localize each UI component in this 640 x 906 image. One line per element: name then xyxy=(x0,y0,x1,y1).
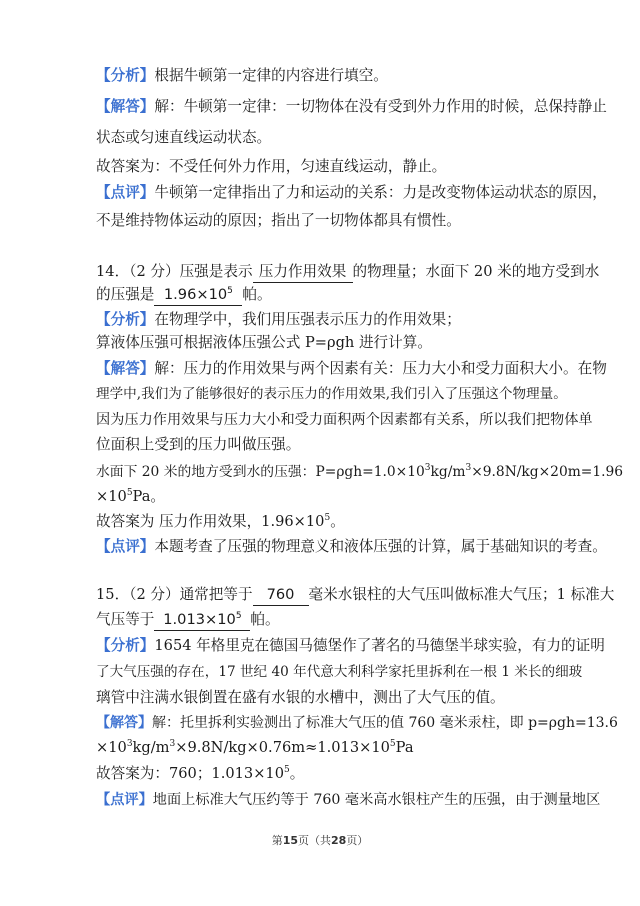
q15-blank-1: 760 xyxy=(253,585,309,606)
q14-comment: 【点评】本题考查了压强的物理意义和液体压强的计算，属于基础知识的考查。 xyxy=(96,538,607,555)
comment-tag: 【点评】 xyxy=(96,538,155,555)
q14-final-answer: 故答案为 压力作用效果，$1.96\times 10^5$。 xyxy=(96,513,345,530)
q13-comment-line-1: 【点评】牛顿第一定律指出了力和运动的关系：力是改变物体运动状态的原因， xyxy=(96,184,607,201)
q14-stem-line-1: 14．（2 分）压强是表示 压力作用效果 的物理量；水面下 20 米的地方受到水 xyxy=(96,262,556,283)
q14-answer-line-1: 【解答】解：压力的作用效果与两个因素有关：压力大小和受力面积大小。在物 xyxy=(96,360,607,377)
q15-stem-line-2: 气压等于 $1.013\times 10^5$ 帕。 xyxy=(96,610,556,631)
answer-tag: 【解答】 xyxy=(96,360,155,377)
q14-blank-2: $1.96\times 10^5$ xyxy=(154,285,242,306)
q13-final-answer: 故答案为：不受任何外力作用，匀速直线运动，静止。 xyxy=(96,158,447,175)
q14-stem-line-2: 的压强是 $1.96\times 10^5$ 帕。 xyxy=(96,285,556,306)
answer-tag: 【解答】 xyxy=(96,98,155,115)
q15-calc-line: $\times 10^3kg/m^3\times 9.8N/kg\times 0.76m\approx 1.013\times 10^5Pa$ xyxy=(96,739,414,756)
page-footer: 第15页（共28页） xyxy=(271,834,369,847)
q15-analysis-line-2: 了大气压强的存在，17 世纪 40 年代意大利科学家托里拆利在一根 1 米长的细玻 xyxy=(96,664,583,680)
total-pages: 28 xyxy=(331,834,347,847)
analysis-tag: 【分析】 xyxy=(96,311,155,328)
q14-analysis-line-1: 【分析】在物理学中，我们用压强表示压力的作用效果； xyxy=(96,311,461,328)
q14-blank-1: 压力作用效果 xyxy=(253,262,353,283)
q15-comment: 【点评】地面上标准大气压约等于 760 毫米高水银柱产生的压强，由于测量地区 xyxy=(96,792,601,808)
q15-stem-line-1: 15．（2 分）通常把等于 760 毫米水银柱的大气压叫做标准大气压；1 标准大 xyxy=(96,585,556,606)
q14-analysis-line-2: 算液体压强可根据液体压强公式 P=ρgh 进行计算。 xyxy=(96,334,432,351)
analysis-tag: 【分析】 xyxy=(96,67,155,84)
q13-answer-line-1: 【解答】解：牛顿第一定律：一切物体在没有受到外力作用的时候，总保持静止 xyxy=(96,98,607,115)
q14-answer-line-3: 因为压力作用效果与压力大小和受力面积两个因素都有关系，所以我们把物体单 xyxy=(96,412,593,428)
page-number: 15 xyxy=(282,834,298,847)
analysis-tag: 【分析】 xyxy=(96,637,155,654)
q14-answer-line-4: 位面积上受到的压力叫做压强。 xyxy=(96,436,301,453)
q13-answer-line-2: 状态或匀速直线运动状态。 xyxy=(96,129,272,146)
q13-comment-line-2: 不是维持物体运动的原因；指出了一切物体都具有惯性。 xyxy=(96,212,461,229)
q15-analysis-line-3: 璃管中注满水银倒置在盛有水银的水槽中，测出了大气压的值。 xyxy=(96,689,505,706)
q15-analysis-line-1: 【分析】1654 年格里克在德国马德堡作了著名的马德堡半球实验，有力的证明 xyxy=(96,637,605,654)
q14-answer-line-2: 理学中,我们为了能够很好的表示压力的作用效果,我们引入了压强这个物理量。 xyxy=(96,386,567,402)
q15-final-answer: 故答案为：760；$1.013\times 10^5$。 xyxy=(96,765,305,782)
comment-tag: 【点评】 xyxy=(96,184,155,201)
q14-calc-line-1: 水面下 20 米的地方受到水的压强：$P=\rho gh=1.0\times 10^3kg/m^3\times 9.8N/kg\times 20m=1.96$ xyxy=(96,463,624,480)
q15-answer-line-1: 【解答】解：托里拆利实验测出了标准大气压的值 760 毫米汞柱，即 p=ρgh=13.6 xyxy=(96,715,618,731)
answer-tag: 【解答】 xyxy=(96,715,152,731)
q15-blank-2: $1.013\times 10^5$ xyxy=(154,610,250,631)
comment-tag: 【点评】 xyxy=(96,792,153,808)
q13-analysis: 【分析】根据牛顿第一定律的内容进行填空。 xyxy=(96,67,388,84)
q14-calc-line-2: $\times 10^5Pa$。 xyxy=(96,488,166,505)
